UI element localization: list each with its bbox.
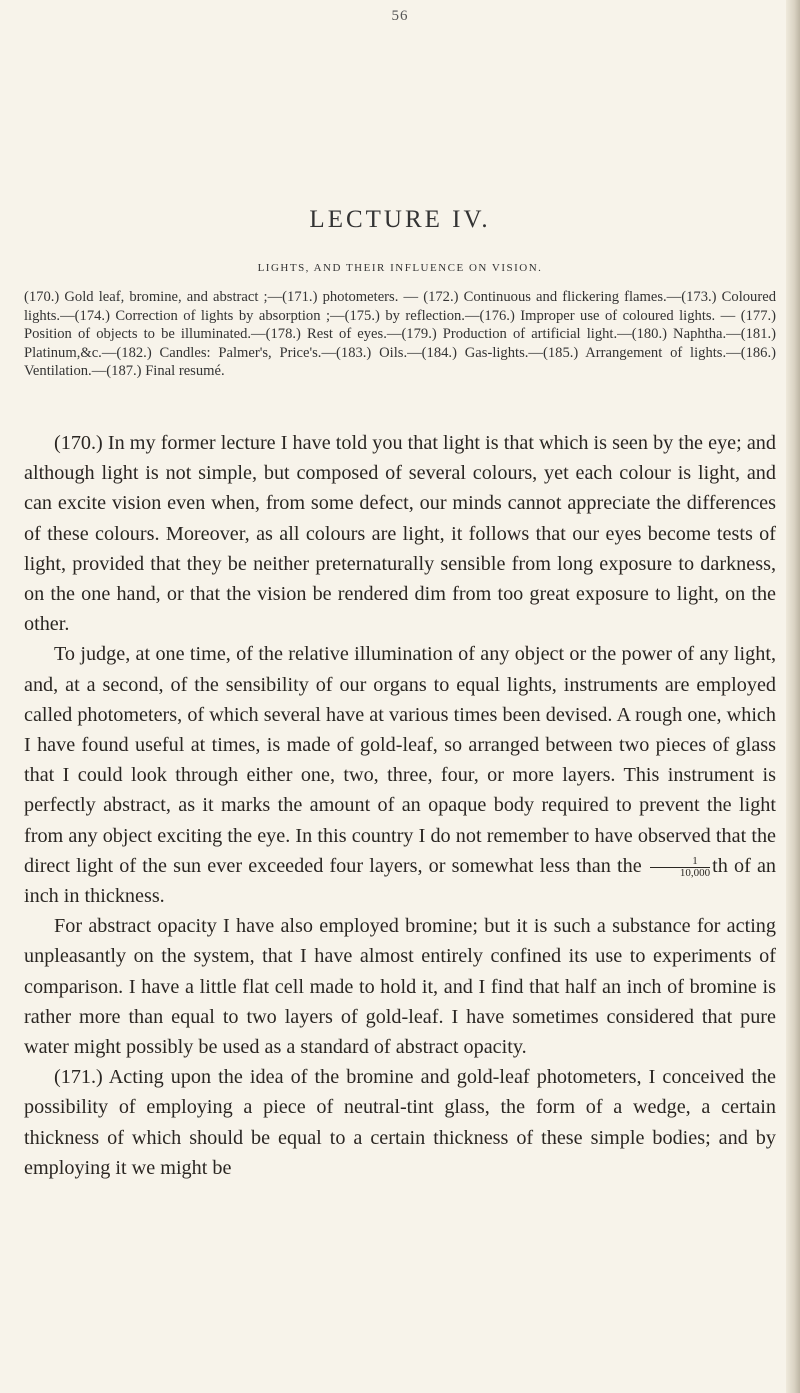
- paragraph-bromine: For abstract opacity I have also employed bromine; but it is such a substance for acting unpleasantly on the system, that I have almost entirely confined its use to experiments of comparison. I have a little flat cell made to hold it, and I find that half an inch of bromine is rather more than equal to two layers of gold-leaf. I have sometimes considered that pure water might possibly be used as a standard of abstract opacity.: [24, 915, 776, 1059]
- lecture-title: LECTURE IV.: [309, 206, 491, 233]
- fraction-denominator: 10,000: [679, 866, 711, 879]
- paragraph-text: To judge, at one time, of the relative illumination of any object or the power of any light, and, at a second, of the sensibility of our organs to equal lights, instruments are employed called photometers, of which several have at various times been devised. A rough one, which I have found useful at times, is made of gold-leaf, so arranged between two pieces of glass that I could look through either one, two, three, four, or more layers. This instrument is perfectly abstract, as it marks the amount of an opaque body required to prevent the light from any object exciting the eye. In this country I do not remember to have observed that the direct light of the sun ever exceeded four layers, or somewhat less than the: [24, 643, 776, 877]
- paragraph-text-end: th of an inch in thickness.: [24, 854, 777, 908]
- page-number: 56: [391, 8, 409, 24]
- fraction: [650, 856, 710, 879]
- paragraph-170: (170.) In my former lecture I have told you that light is that which is seen by the eye; and although light is not simple, but composed of several colours, yet each colour is light, and can excite vision even when, from some defect, our minds cannot appreciate the differences of these colours. Moreover, as all colours are light, it follows that our eyes become tests of light, provided that they be neither preternaturally sensible from long exposure to darkness, on the one hand, or that the vision be rendered dim from too great exposure to light, on the other.: [24, 432, 776, 636]
- fraction-numerator: 1: [650, 856, 710, 868]
- body-text: [24, 428, 776, 1183]
- contents-summary: (170.) Gold leaf, bromine, and abstract ;—(171.) photometers. — (172.) Continuous and flickering flames.—(173.) Coloured lights.—(174.) Correction of lights by absorption ;—(175.) by reflection.—(176.) Improper use of coloured lights. — (177.) Position of objects to be illuminated.—(178.) Rest of eyes.—(179.) Production of artificial light.—(180.) Naphtha.—(181.) Platinum,&c.—(182.) Candles: Palmer's, Price's.—(183.) Oils.—(184.) Gas-lights.—(185.) Arrangement of lights.—(186.) Ventilation.—(187.) Final resumé.: [24, 289, 776, 379]
- lecture-subtitle: LIGHTS, AND THEIR INFLUENCE ON VISION.: [257, 262, 543, 274]
- paragraph-photometers: [24, 639, 776, 911]
- paragraph-171: (171.) Acting upon the idea of the bromine and gold-leaf photometers, I conceived the possibility of employing a piece of neutral-tint glass, the form of a wedge, a certain thickness of which should be equal to a certain thickness of these simple bodies; and by employing it we might be: [24, 1066, 776, 1179]
